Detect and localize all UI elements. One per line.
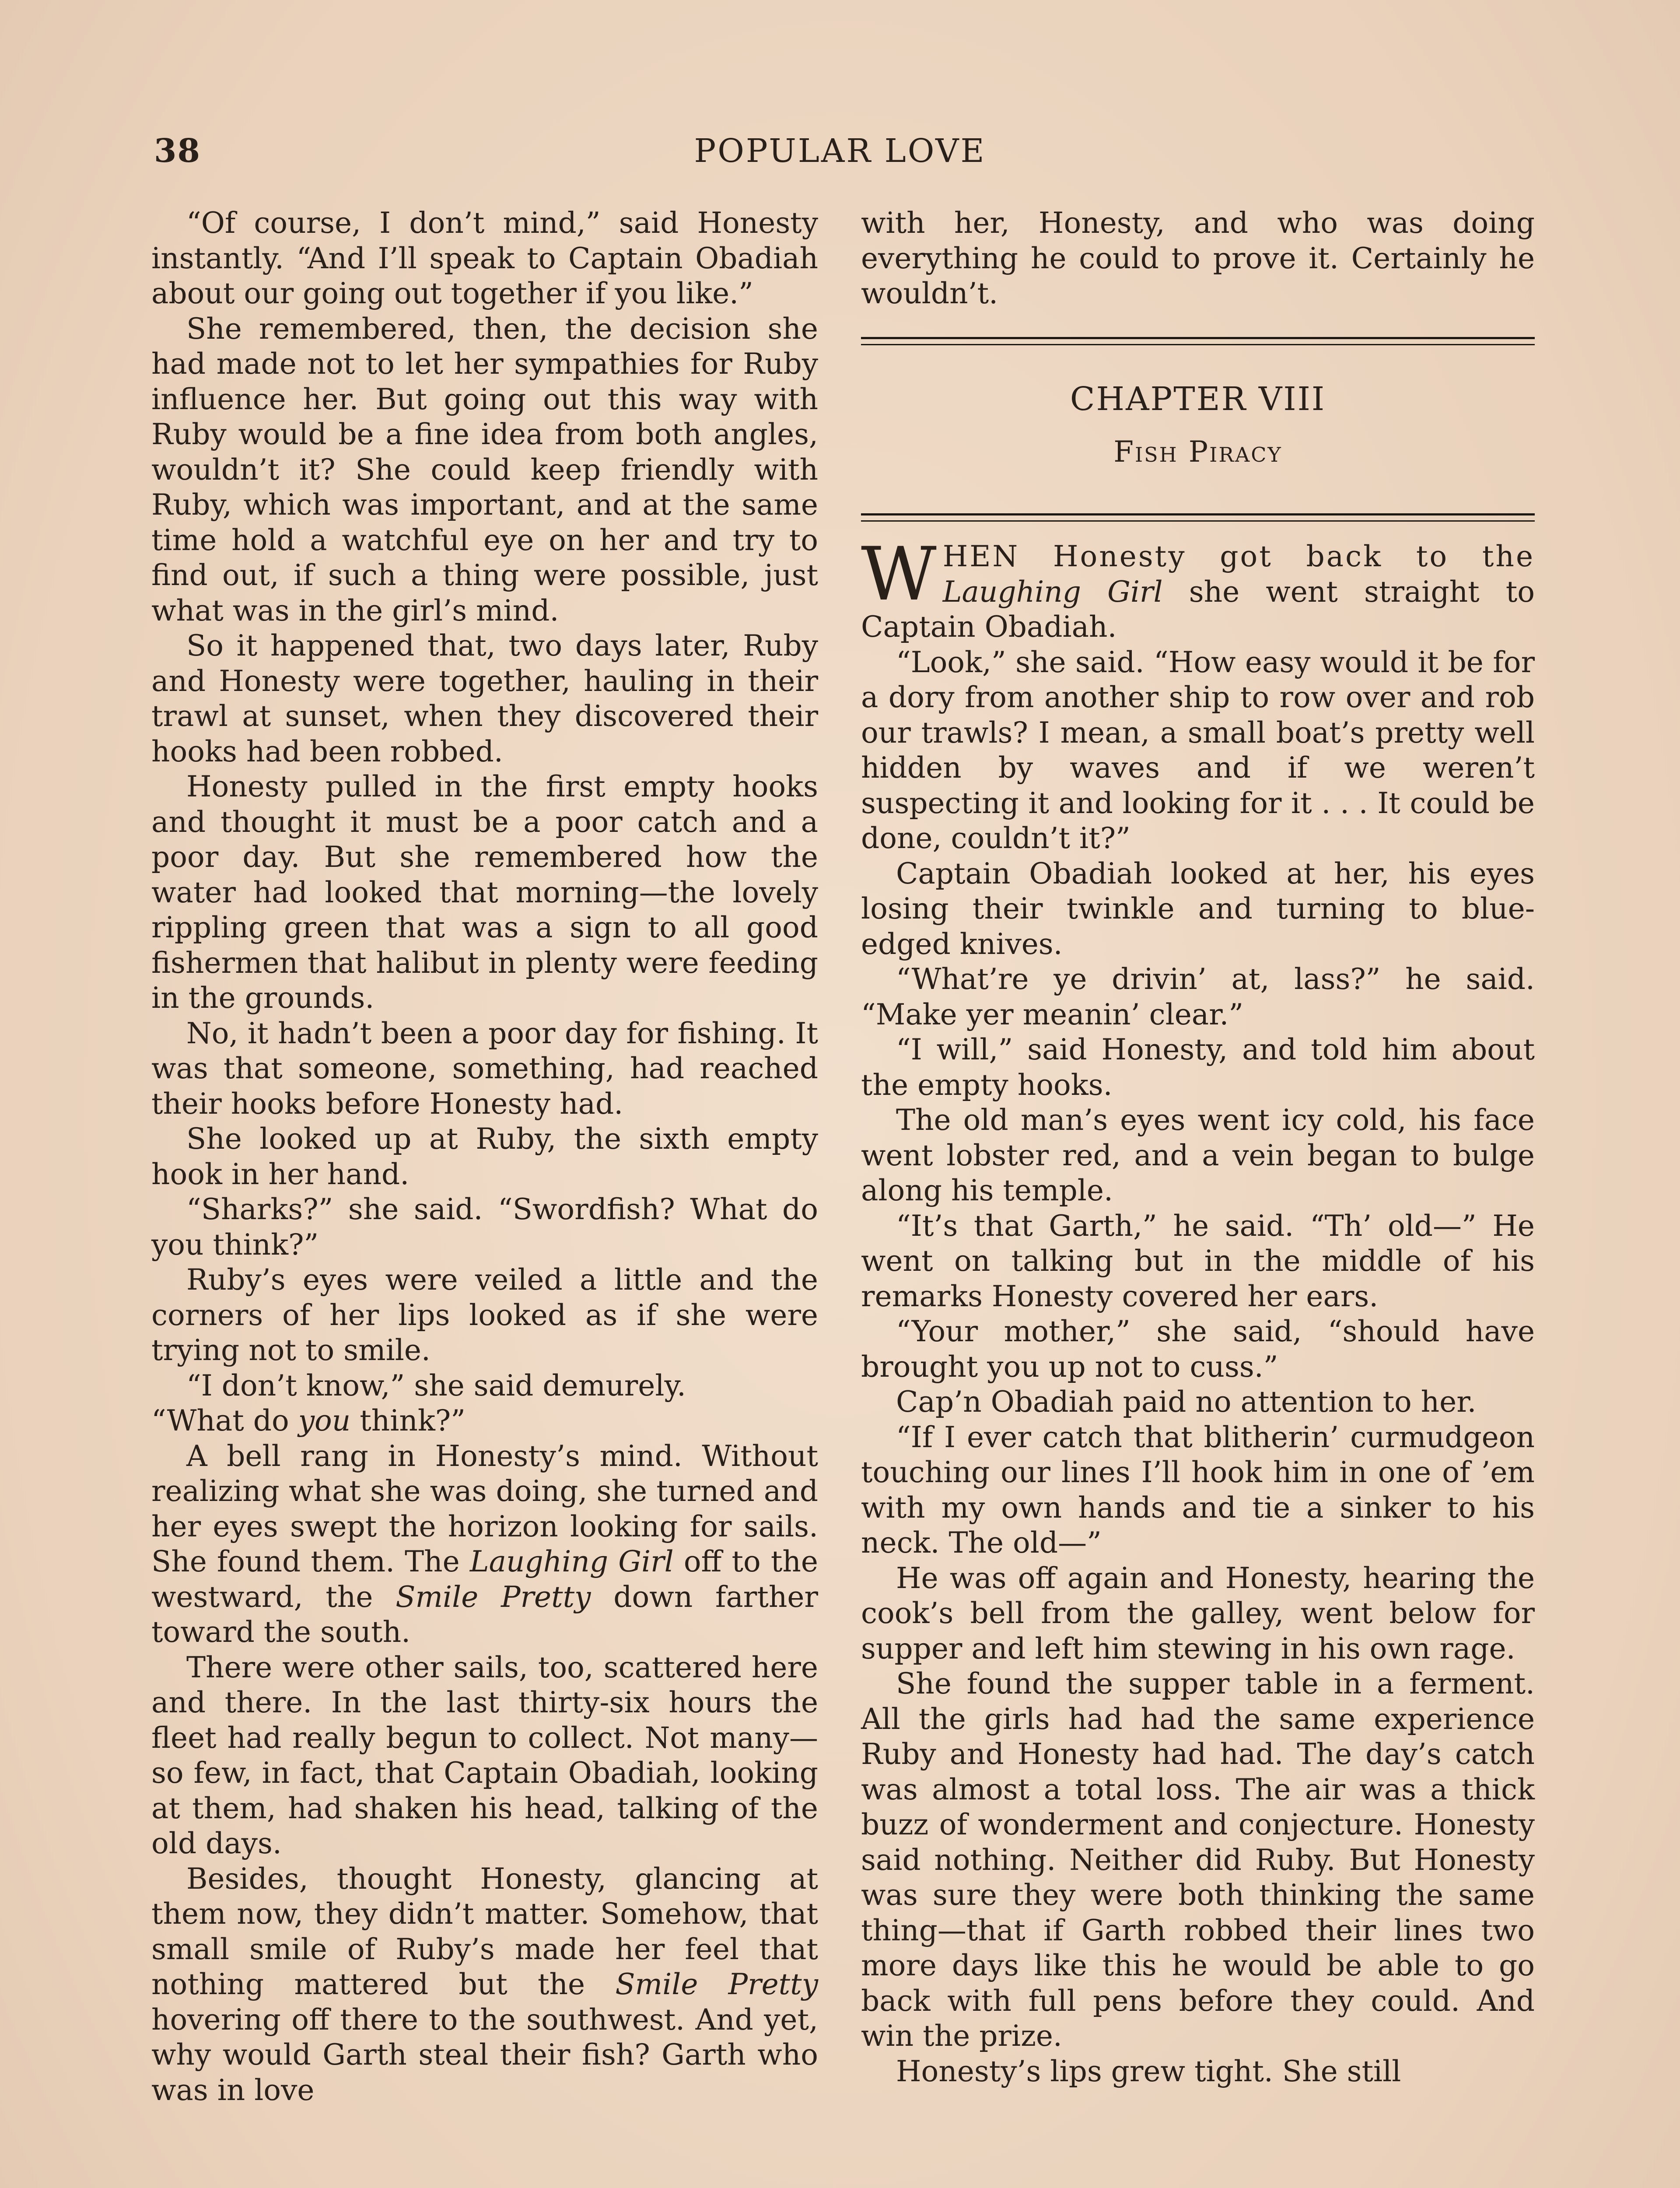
page-number: 38 xyxy=(154,132,201,170)
paragraph: So it happened that, two days later, Ruby and Honesty were together, hauling in their trawl at sunset, when they discovered their hooks had been robbed. xyxy=(151,629,818,768)
double-rule-bottom xyxy=(861,513,1535,522)
paragraph: She found the supper table in a ferment. All the girls had had the same experience Ruby and Honesty had had. The day’s catch was almost a total loss. The air was a thick buzz of wonderment and conjecture. Honesty said nothing. Neither did Ruby. But Honesty was sure they were both thinking the same thing—that if Garth robbed their lines two more days like this he would be able to go back with full pens before they could. And win the prize. xyxy=(861,1667,1535,2053)
chapter-title: CHAPTER VIII xyxy=(1070,380,1326,418)
text-run: A bell rang in Honesty’s mind. Without realizing what she was doing, she turned and her eyes swept the horizon looking for sails. She found them. The xyxy=(151,1439,818,1578)
paragraph: “Sharks?” she said. “Swordfish? What do you think?” xyxy=(151,1192,818,1262)
running-title: POPULAR LOVE xyxy=(694,132,986,170)
paragraph: “I will,” said Honesty, and told him about the empty hooks. xyxy=(861,1033,1535,1102)
paragraph: Cap’n Obadiah paid no attention to her. xyxy=(896,1385,1477,1419)
paragraph: Honesty pulled in the first empty hooks and thought it must be a poor catch and a poor day. But she remembered how the water had looked that morning—the lovely rippling green that was a sign to all good fishermen that halibut in plenty were feeding in the grounds. xyxy=(151,770,818,1015)
paragraph: He was off again and Honesty, hearing the cook’s bell from the galley, went below for supper and left him stewing in his own rage. xyxy=(861,1561,1535,1666)
ship-name: Smile Pretty xyxy=(396,1580,591,1614)
paragraph xyxy=(151,1439,818,1650)
paragraph: “Look,” she said. “How easy would it be for a dory from another ship to row over and rob our trawls? I mean, a small boat’s pretty well hidden by waves and if we weren’t suspecting it and looking for it . . . It could be done, couldn’t it?” xyxy=(861,645,1535,855)
ship-name: Laughing Girl xyxy=(942,575,1163,609)
paragraph: “What’re ye drivin’ at, lass?” he said. “Make yer meanin’ clear.” xyxy=(861,962,1535,1031)
text-run: “What do xyxy=(151,1404,298,1438)
paragraph: “I don’t know,” she said demurely. xyxy=(186,1368,686,1403)
paragraph: She remembered, then, the decision she had made not to let her sympathies for Ruby influence her. But going out this way with Ruby would be a fine idea from both angles, wouldn’t it? She could keep friendly with Ruby, which was important, and at the same time hold a watchful eye on her and try to find out, if such a thing were possible, just what was in the girl’s mind. xyxy=(151,312,818,628)
text-run: she went straight to Captain Obadiah. xyxy=(861,575,1535,644)
paragraph: The old man’s eyes went icy cold, his face went lobster red, and a vein began to bulge along his temple. xyxy=(861,1103,1535,1207)
text-run: think?” xyxy=(350,1404,466,1438)
emphasis: you xyxy=(298,1404,351,1438)
left-column xyxy=(151,206,818,2108)
chapter-heading xyxy=(861,337,1535,522)
text-run: Besides, thought Honesty, glancing at them now, they didn’t matter. Somehow, that small smile of Ruby’s made her feel that nothing mattered but the xyxy=(151,1862,818,2001)
paragraph: Honesty’s lips grew tight. She still xyxy=(896,2054,1401,2088)
ship-name: Laughing Girl xyxy=(469,1545,674,1578)
double-rule-top xyxy=(861,337,1535,345)
paragraph: with her, Honesty, and who was doing everything he could to prove it. Certainly he wouldn’t. xyxy=(861,206,1535,310)
text-run: down farther toward the south. xyxy=(151,1580,818,1649)
paragraph: “Of course, I don’t mind,” said Honesty instantly. “And I’ll speak to Captain Obadiah about our going out together if you like.” xyxy=(151,206,818,310)
paragraph: There were other sails, too, scattered here and there. In the last thirty-six hours the fleet had really begun to collect. Not many—so few, in fact, that Captain Obadiah, looking at them, had shaken his head, talking of the old days. xyxy=(151,1650,818,1860)
paragraph: “Your mother,” she said, “should have brought you up not to cuss.” xyxy=(861,1315,1535,1384)
ship-name: Smile Pretty xyxy=(615,1967,818,2001)
opening-paragraph xyxy=(861,531,1535,645)
paragraph xyxy=(151,1862,818,2108)
chapter-subtitle: Fish Piracy xyxy=(1113,435,1282,469)
drop-cap: W xyxy=(861,531,937,617)
text-run: off to the westward, the xyxy=(151,1545,818,1614)
paragraph: No, it hadn’t been a poor day for fishing. It was that someone, something, had reached their hooks before Honesty had. xyxy=(151,1016,818,1121)
text-run: hovering off there to the southwest. And yet, why would Garth steal their fish? Garth who was in love xyxy=(151,2002,818,2107)
paragraph xyxy=(151,1403,818,1439)
paragraph: “It’s that Garth,” he said. “Th’ old—” He went on talking but in the middle of his remarks Honesty covered her ears. xyxy=(861,1209,1535,1313)
paragraph: She looked up at Ruby, the sixth empty hook in her hand. xyxy=(151,1122,818,1191)
right-column xyxy=(861,206,1535,2089)
paragraph: “If I ever catch that blitherin’ curmudgeon touching our lines I’ll hook him in one of ’em with my own hands and tie a sinker to his neck. The old—” xyxy=(861,1420,1535,1560)
text-run: HEN Honesty got back to the xyxy=(942,540,1535,573)
paragraph: Ruby’s eyes were veiled a little and the corners of her lips looked as if she were trying not to smile. xyxy=(151,1263,818,1367)
paragraph: Captain Obadiah looked at her, his eyes losing their twinkle and turning to blue-edged knives. xyxy=(861,856,1535,961)
